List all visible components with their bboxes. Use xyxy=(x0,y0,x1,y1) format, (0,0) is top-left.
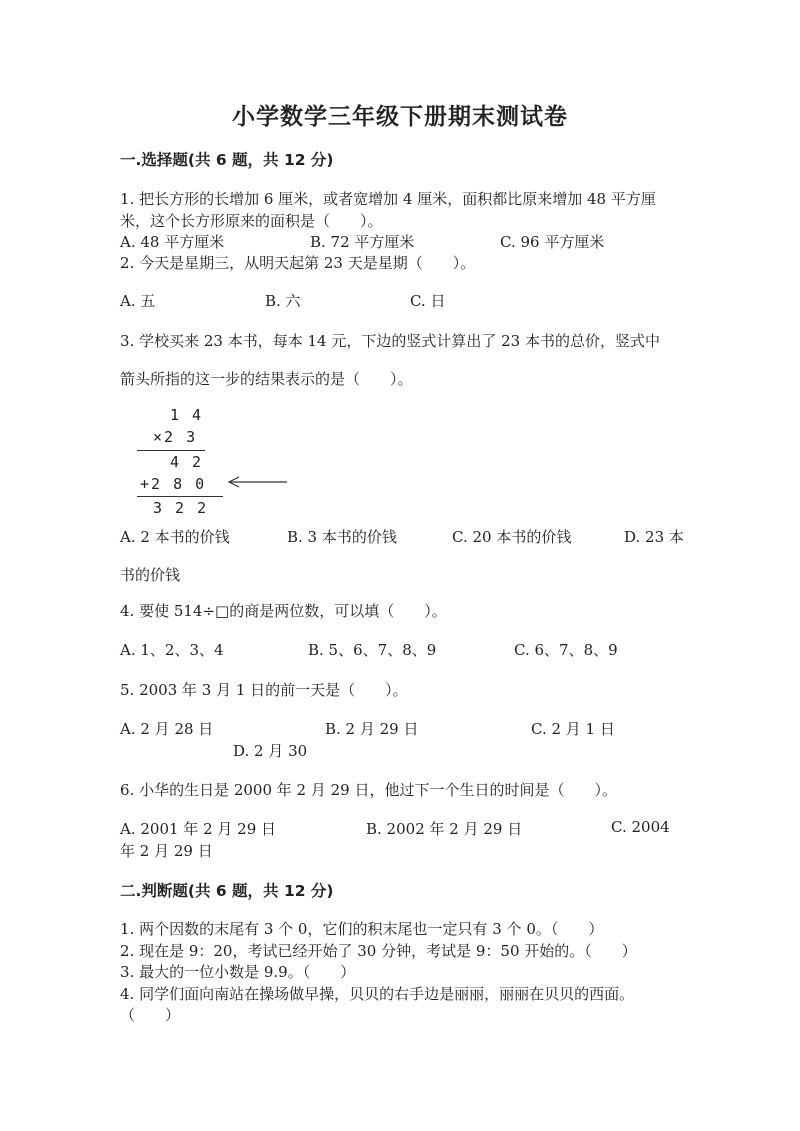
question-2-option-b: B. 六 xyxy=(265,292,301,310)
question-6-option-a: A. 2001 年 2 月 29 日 xyxy=(120,820,277,838)
question-2-option-a: A. 五 xyxy=(120,292,156,310)
question-4-text: 4. 要使 514÷□的商是两位数，可以填（ ）。 xyxy=(120,602,447,620)
question-5-text: 5. 2003 年 3 月 1 日的前一天是（ ）。 xyxy=(120,681,408,699)
question-1-line-2: 米，这个长方形原来的面积是（ ）。 xyxy=(120,212,383,230)
calc-row-partial-1: 4 2 xyxy=(170,453,204,471)
calc-row-result: 3 2 2 xyxy=(153,499,209,517)
question-2-option-c: C. 日 xyxy=(410,292,446,310)
question-3-option-b: B. 3 本书的价钱 xyxy=(287,528,397,546)
question-4-option-a: A. 1、2、3、4 xyxy=(120,641,224,659)
question-6-option-c-cont: 年 2 月 29 日 xyxy=(120,842,213,860)
section-heading-choice: 一.选择题(共 6 题，共 12 分) xyxy=(120,151,334,169)
question-6-text: 6. 小华的生日是 2000 年 2 月 29 日，他过下一个生日的时间是（ ）。 xyxy=(120,781,617,799)
judgement-item-4: 4. 同学们面向南站在操场做早操，贝贝的右手边是丽丽，丽丽在贝贝的西面。 xyxy=(120,985,635,1003)
question-2-text: 2. 今天是星期三，从明天起第 23 天是星期（ ）。 xyxy=(120,254,476,272)
calc-divider-2 xyxy=(137,496,223,497)
page-title: 小学数学三年级下册期末测试卷 xyxy=(232,103,568,130)
question-1-line-1: 1. 把长方形的长增加 6 厘米，或者宽增加 4 厘米，面积都比原来增加 48 平方厘 xyxy=(120,190,656,208)
question-5-option-d: D. 2 月 30 xyxy=(233,742,308,760)
calc-row-multiplier: ×2 3 xyxy=(153,428,198,446)
question-4-option-c: C. 6、7、8、9 xyxy=(514,641,618,659)
question-5-option-a: A. 2 月 28 日 xyxy=(120,720,214,738)
question-5-option-b: B. 2 月 29 日 xyxy=(325,720,419,738)
question-1-option-a: A. 48 平方厘米 xyxy=(120,233,225,251)
question-3-line-2: 箭头所指的这一步的结果表示的是（ ）。 xyxy=(120,370,413,388)
calc-row-partial-2: +2 8 0 xyxy=(140,475,207,493)
judgement-item-4-cont: （ ） xyxy=(120,1006,181,1024)
question-3-option-a: A. 2 本书的价钱 xyxy=(120,528,230,546)
question-4-option-b: B. 5、6、7、8、9 xyxy=(308,641,437,659)
judgement-item-2: 2. 现在是 9：20，考试已经开始了 30 分钟，考试是 9：50 开始的。（ ） xyxy=(120,942,637,960)
question-6-option-b: B. 2002 年 2 月 29 日 xyxy=(366,820,523,838)
calc-row-multiplicand: 1 4 xyxy=(170,406,204,424)
question-3-line-1: 3. 学校买来 23 本书，每本 14 元，下边的竖式计算出了 23 本书的总价，竖式中 xyxy=(120,332,660,350)
question-3-option-c: C. 20 本书的价钱 xyxy=(452,528,572,546)
calc-divider-1 xyxy=(137,450,205,451)
question-5-option-c: C. 2 月 1 日 xyxy=(531,720,615,738)
judgement-item-1: 1. 两个因数的末尾有 3 个 0，它们的积末尾也一定只有 3 个 0。（ ） xyxy=(120,920,604,938)
question-3-option-d: D. 23 本 xyxy=(624,528,684,546)
judgement-item-3: 3. 最大的一位小数是 9.9。（ ） xyxy=(120,963,356,981)
arrow-left-icon xyxy=(225,474,291,490)
question-1-option-b: B. 72 平方厘米 xyxy=(310,233,415,251)
question-1-option-c: C. 96 平方厘米 xyxy=(500,233,605,251)
section-heading-judgement: 二.判断题(共 6 题，共 12 分) xyxy=(120,882,334,900)
question-3-option-d-cont: 书的价钱 xyxy=(120,566,181,584)
question-6-option-c: C. 2004 xyxy=(611,818,670,836)
